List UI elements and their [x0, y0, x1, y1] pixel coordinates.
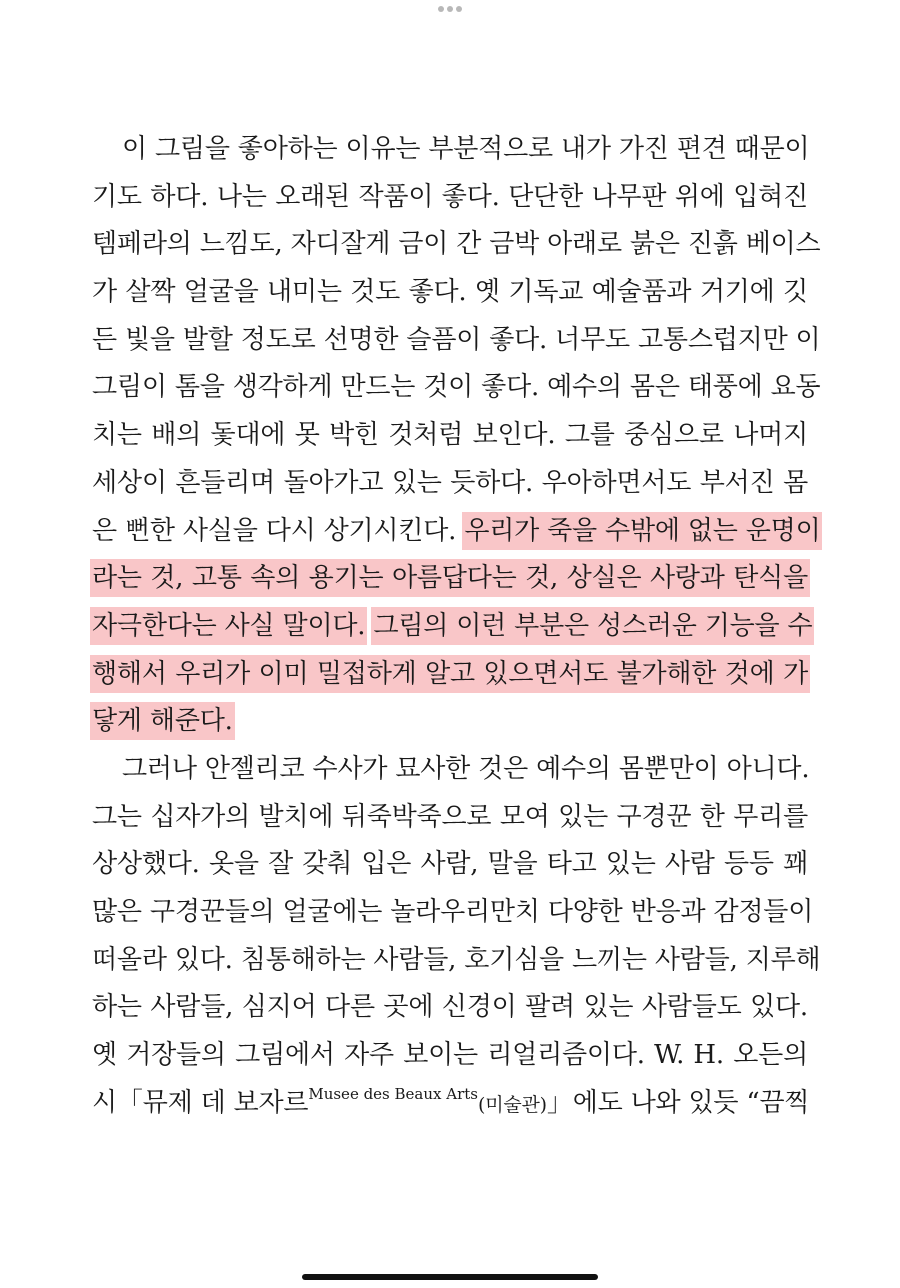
highlight[interactable]: 자극한다는 사실 말이다. — [90, 607, 367, 645]
text-line: 그러나 안젤리코 수사가 묘사한 것은 예수의 몸뿐만이 아니다. — [122, 753, 810, 784]
text-line: 떠올라 있다. 침통해하는 사람들, 호기심을 느끼는 사람들, 지루해 — [92, 944, 821, 975]
text-line: 세상이 흔들리며 돌아가고 있는 듯하다. 우아하면서도 부서진 몸 — [92, 467, 808, 498]
text-line: 기도 하다. 나는 오래된 작품이 좋다. 단단한 나무판 위에 입혀진 — [92, 181, 808, 212]
highlight[interactable]: 우리가 죽을 수밖에 없는 운명이 — [462, 512, 822, 550]
text-span: 은 뻔한 사실을 다시 상기시킨다. — [92, 515, 457, 546]
dot — [438, 6, 444, 12]
text-line: 가 살짝 얼굴을 내미는 것도 좋다. 옛 기독교 예술품과 거기에 깃 — [92, 277, 808, 308]
more-options-icon[interactable] — [438, 6, 462, 12]
dot — [456, 6, 462, 12]
text-line: 하는 사람들, 심지어 다른 곳에 신경이 팔려 있는 사람들도 있다. — [92, 992, 808, 1023]
highlight[interactable]: 그림의 이런 부분은 성스러운 기능을 수 — [371, 607, 814, 645]
highlight[interactable]: 닿게 해준다. — [90, 702, 235, 740]
text-line — [92, 508, 821, 556]
text-line — [92, 651, 808, 699]
original-title-superscript: Musee des Beaux Arts — [308, 1084, 478, 1103]
text-line: 상상했다. 옷을 잘 갖춰 입은 사람, 말을 타고 있는 사람 등등 꽤 — [92, 849, 808, 880]
text-line: 그림이 톰을 생각하게 만드는 것이 좋다. 예수의 몸은 태풍에 요동 — [92, 372, 821, 403]
text-line: 많은 구경꾼들의 얼굴에는 놀라우리만치 다양한 반응과 감정들이 — [92, 897, 814, 927]
translation-note: (미술관) — [478, 1093, 547, 1116]
text-span: 」에도 나와 있듯 “끔찍 — [546, 1087, 810, 1118]
text-line — [92, 555, 808, 603]
text-line — [92, 1080, 808, 1128]
text-line: 템페라의 느낌도, 자디잘게 금이 간 금박 아래로 붉은 진흙 베이스 — [92, 229, 821, 260]
text-line: 옛 거장들의 그림에서 자주 보이는 리얼리즘이다. W. H. 오든의 — [92, 1040, 808, 1071]
text-line — [92, 603, 813, 651]
dot — [447, 6, 453, 12]
paragraph-1 — [92, 126, 821, 746]
reader-page — [92, 126, 821, 1127]
text-line: 치는 배의 돛대에 못 박힌 것처럼 보인다. 그를 중심으로 나머지 — [92, 420, 808, 451]
text-line: 이 그림을 좋아하는 이유는 부분적으로 내가 가진 편견 때문이 — [122, 134, 810, 164]
text-line: 그는 십자가의 발치에 뒤죽박죽으로 모여 있는 구경꾼 한 무리를 — [92, 801, 808, 832]
paragraph-2 — [92, 746, 821, 1128]
home-indicator[interactable] — [302, 1274, 598, 1280]
text-line: 든 빛을 발할 정도로 선명한 슬픔이 좋다. 너무도 고통스럽지만 이 — [92, 324, 821, 355]
highlight[interactable]: 라는 것, 고통 속의 용기는 아름답다는 것, 상실은 사랑과 탄식을 — [90, 559, 810, 597]
text-line — [92, 698, 808, 746]
text-span: 시「뮤제 데 보자르 — [92, 1087, 309, 1118]
highlight[interactable]: 행해서 우리가 이미 밀접하게 알고 있으면서도 불가해한 것에 가 — [90, 655, 810, 693]
